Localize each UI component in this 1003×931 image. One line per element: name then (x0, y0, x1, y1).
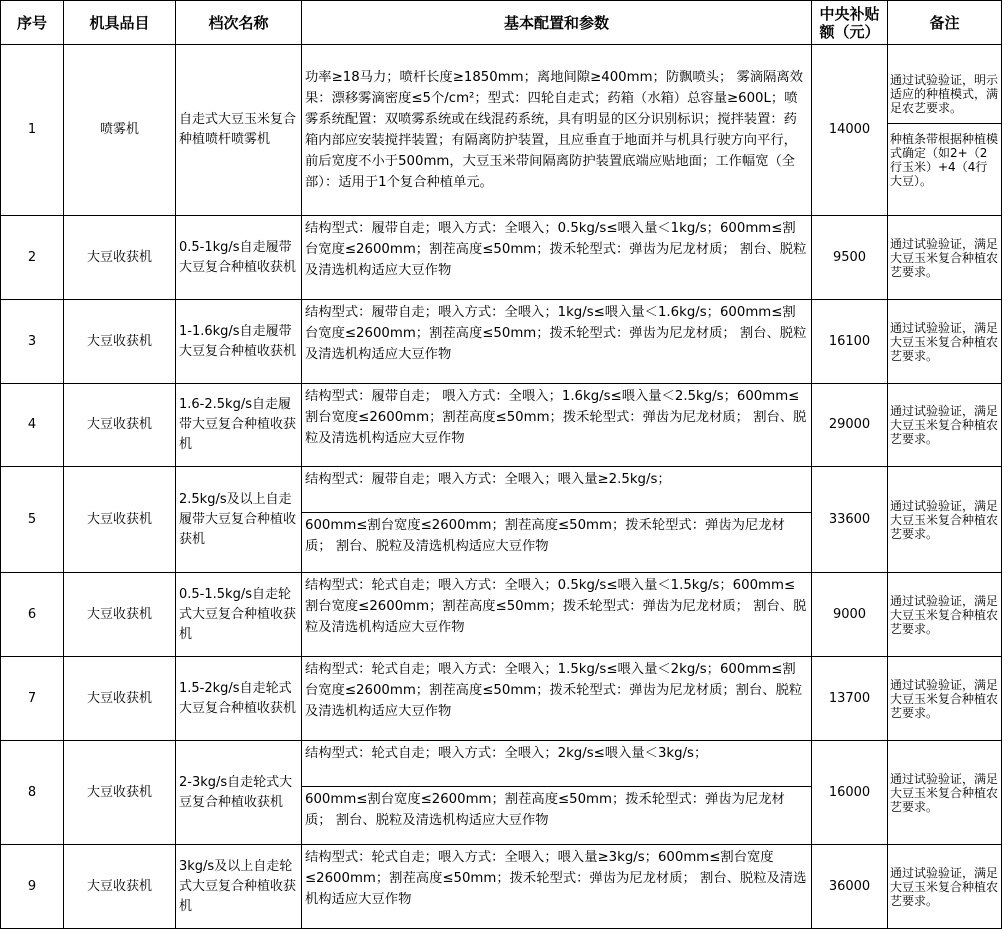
row-item: 大豆收获机 (64, 384, 176, 467)
row-spec: 结构型式：履带自走；喂入方式：全喂入；1kg/s≤喂入量＜1.6kg/s；600mm≤割台宽度≤2600mm；割茬高度≤50mm；拨禾轮型式：弹齿为尼龙材质； 割台、脱粒及清选机构适应大豆作物 (302, 300, 812, 384)
row-note: 通过试验验证，满足大豆玉米复合种植农艺要求。 (888, 573, 1002, 657)
table-row (1, 300, 1002, 384)
row-item: 大豆收获机 (64, 216, 176, 300)
row-no: 9 (1, 845, 64, 929)
row-spec: 结构型式：轮式自走；喂入方式：全喂入；0.5kg/s≤喂入量＜1.5kg/s；600mm≤割台宽度≤2600mm；割茬高度≤50mm；拨禾轮型式：弹齿为尼龙材质； 割台、脱粒及清选机构适应大豆作物 (302, 573, 812, 657)
row-note: 通过试验验证，满足大豆玉米复合种植农艺要求。 (888, 657, 1002, 741)
row-subsidy: 9500 (812, 216, 888, 300)
row-subsidy: 13700 (812, 657, 888, 741)
table-row (1, 845, 1002, 929)
row-note: 通过试验验证，满足大豆玉米复合种植农艺要求。 (888, 845, 1002, 929)
table-row (1, 573, 1002, 657)
row-no: 5 (1, 467, 64, 573)
row-grade: 1-1.6kg/s自走履带大豆复合种植收获机 (176, 300, 302, 384)
row-note: 通过试验验证，满足大豆玉米复合种植农艺要求。 (888, 384, 1002, 467)
row-note (888, 45, 1002, 216)
row-subsidy: 9000 (812, 573, 888, 657)
row-no: 1 (1, 45, 64, 216)
row-no: 3 (1, 300, 64, 384)
header-spec: 基本配置和参数 (302, 1, 812, 45)
row-spec (302, 467, 812, 573)
row-item: 大豆收获机 (64, 845, 176, 929)
row-no: 8 (1, 741, 64, 845)
row-item: 大豆收获机 (64, 573, 176, 657)
row-subsidy: 16100 (812, 300, 888, 384)
row-item: 喷雾机 (64, 45, 176, 216)
spec-part-b: 600mm≤割台宽度≤2600mm；割茬高度≤50mm；拨禾轮型式：弹齿为尼龙材质； 割台、脱粒及清选机构适应大豆作物 (305, 792, 785, 828)
row-grade: 2.5kg/s及以上自走履带大豆复合种植收获机 (176, 467, 302, 573)
row-grade: 3kg/s及以上自走轮式大豆复合种植收获机 (176, 845, 302, 929)
row-spec: 结构型式：履带自走；喂入方式：全喂入；0.5kg/s≤喂入量＜1kg/s；600mm≤割台宽度≤2600mm；割茬高度≤50mm；拨禾轮型式：弹齿为尼龙材质； 割台、脱粒及清选机构适应大豆作物 (302, 216, 812, 300)
table-row (1, 657, 1002, 741)
spec-part-a: 结构型式：轮式自走；喂入方式：全喂入；2kg/s≤喂入量＜3kg/s； (305, 746, 708, 761)
row-spec: 功率≥18马力；喷杆长度≥1850mm；离地间隙≥400mm；防飘喷头； 雾滴隔离效果：漂移雾滴密度≤5个/cm²；型式：四轮自走式；药箱（水箱）总容量≥600L；喷雾系统配置：双喷雾系统或在线混药系统，具有明显的区分识别标识；搅拌装置：药箱内部应安装搅拌装置；有隔离防护装置，且应垂直于地面并与机具行驶方向平行，前后宽度不小于500mm，大豆玉米带间隔离防护装置底端应贴地面；工作幅宽（全部）：适用于1个复合种植单元。 (302, 45, 812, 216)
table-row (1, 384, 1002, 467)
row-grade: 1.6-2.5kg/s自走履带大豆复合种植收获机 (176, 384, 302, 467)
note-part-b: 种植条带根据种植模式确定（如2+（2行玉米）+4（4行大豆）。 (890, 131, 999, 188)
table-row (1, 45, 1002, 216)
row-spec: 结构型式：履带自走； 喂入方式：全喂入；1.6kg/s≤喂入量＜2.5kg/s；600mm≤割台宽度≤2600mm；割茬高度≤50mm；拨禾轮型式：弹齿为尼龙材质； 割台、脱粒及清选机构适应大豆作物 (302, 384, 812, 467)
row-grade: 自走式大豆玉米复合种植喷杆喷雾机 (176, 45, 302, 216)
row-grade: 0.5-1.5kg/s自走轮式大豆复合种植收获机 (176, 573, 302, 657)
header-no: 序号 (1, 1, 64, 45)
table-row (1, 216, 1002, 300)
row-subsidy: 16000 (812, 741, 888, 845)
table-row (1, 467, 1002, 573)
row-item: 大豆收获机 (64, 300, 176, 384)
row-note: 通过试验验证，满足大豆玉米复合种植农艺要求。 (888, 741, 1002, 845)
row-no: 4 (1, 384, 64, 467)
table-row (1, 741, 1002, 845)
spec-part-b: 600mm≤割台宽度≤2600mm；割茬高度≤50mm；拨禾轮型式：弹齿为尼龙材质； 割台、脱粒及清选机构适应大豆作物 (305, 518, 785, 554)
row-grade: 1.5-2kg/s自走轮式大豆复合种植收获机 (176, 657, 302, 741)
row-grade: 2-3kg/s自走轮式大豆复合种植收获机 (176, 741, 302, 845)
row-subsidy: 36000 (812, 845, 888, 929)
row-no: 2 (1, 216, 64, 300)
spec-part-a: 结构型式：履带自走；喂入方式：全喂入；喂入量≥2.5kg/s； (305, 472, 671, 487)
row-spec (302, 741, 812, 845)
row-subsidy: 29000 (812, 384, 888, 467)
row-subsidy: 14000 (812, 45, 888, 216)
row-grade: 0.5-1kg/s自走履带大豆复合种植收获机 (176, 216, 302, 300)
row-spec: 结构型式：轮式自走；喂入方式：全喂入；1.5kg/s≤喂入量＜2kg/s；600mm≤割台宽度≤2600mm；割茬高度≤50mm；拨禾轮型式：弹齿为尼龙材质；割台、脱粒及清选机构适应大豆作物 (302, 657, 812, 741)
spec-divider (302, 490, 811, 513)
row-subsidy: 33600 (812, 467, 888, 573)
row-item: 大豆收获机 (64, 657, 176, 741)
row-item: 大豆收获机 (64, 741, 176, 845)
row-no: 7 (1, 657, 64, 741)
row-note: 通过试验验证，满足大豆玉米复合种植农艺要求。 (888, 467, 1002, 573)
note-part-a: 通过试验验证，明示适应的种植模式，满足农艺要求。 (890, 72, 999, 115)
spec-divider (302, 764, 811, 787)
row-no: 6 (1, 573, 64, 657)
row-spec: 结构型式：轮式自走；喂入方式：全喂入；喂入量≥3kg/s；600mm≤割台宽度≤2600mm；割茬高度≤50mm；拨禾轮型式：弹齿为尼龙材质； 割台、脱粒及清选机构适应大豆作物 (302, 845, 812, 929)
row-note: 通过试验验证，满足大豆玉米复合种植农艺要求。 (888, 216, 1002, 300)
row-note: 通过试验验证，满足大豆玉米复合种植农艺要求。 (888, 300, 1002, 384)
header-note: 备注 (888, 1, 1002, 45)
note-divider (888, 115, 1001, 124)
header-row (1, 1, 1002, 45)
header-item: 机具品目 (64, 1, 176, 45)
header-grade: 档次名称 (176, 1, 302, 45)
row-item: 大豆收获机 (64, 467, 176, 573)
header-subsidy: 中央补贴额（元） (812, 1, 888, 45)
